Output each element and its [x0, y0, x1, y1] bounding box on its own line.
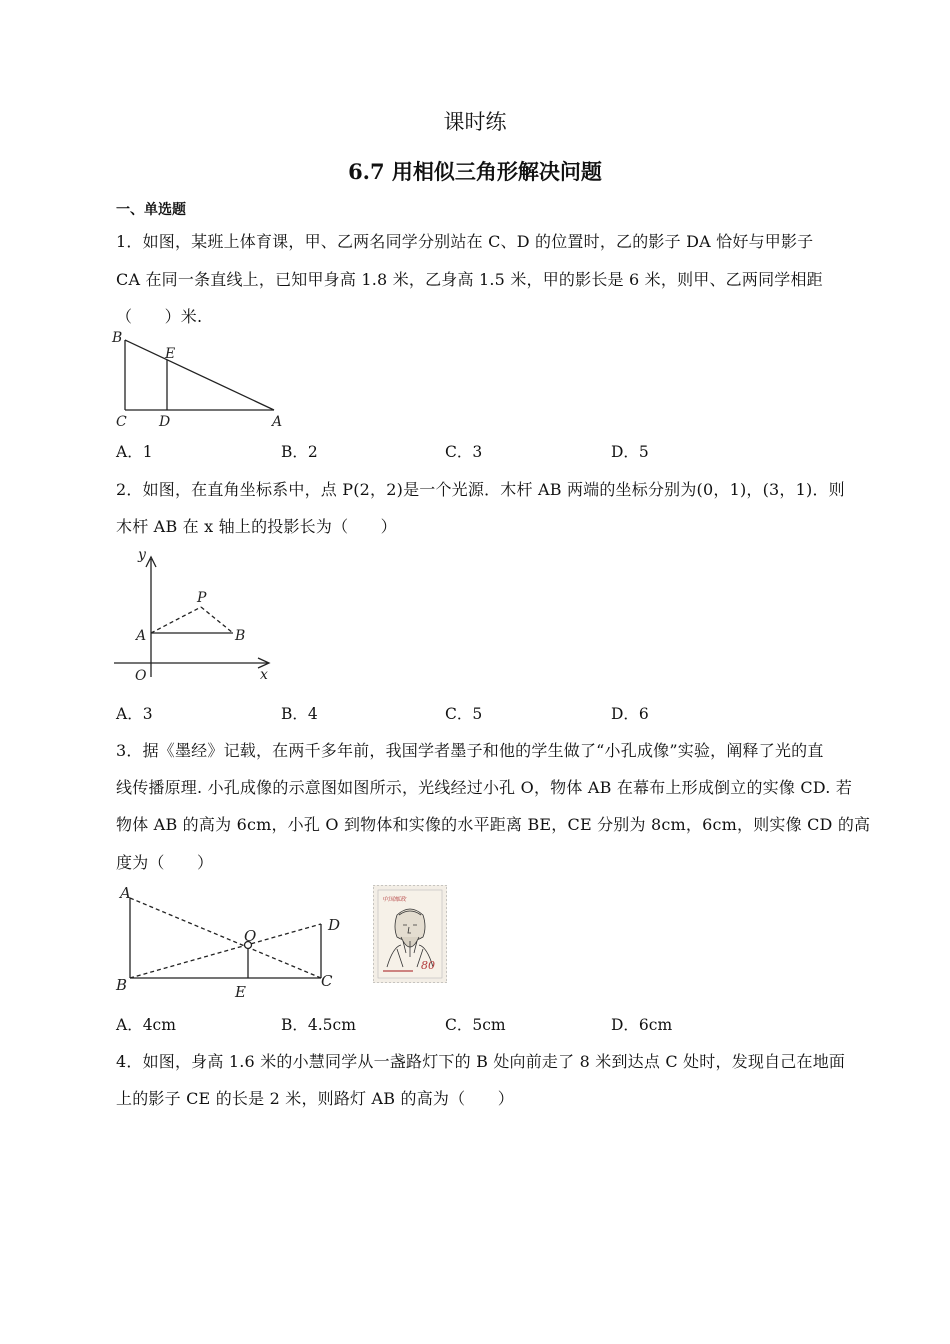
q1-option-c: C．3: [445, 443, 483, 461]
stamp-image: [373, 885, 447, 983]
q1-label-e: E: [165, 346, 176, 362]
q3-option-b: B．4.5cm: [281, 1016, 356, 1034]
q3-label-a: A: [120, 884, 131, 902]
q2-line-2: 木杆 AB 在 x 轴上的投影长为（ ）: [116, 517, 397, 536]
q2-label-x: x: [260, 667, 268, 683]
q1-figure: [108, 326, 298, 432]
q3-label-b: B: [116, 976, 128, 994]
q1-label-a: A: [272, 414, 283, 430]
q4-line-2: 上的影子 CE 的长是 2 米，则路灯 AB 的高为（ ）: [116, 1089, 514, 1108]
q2-label-o: O: [135, 668, 147, 684]
q2-option-a: A．3: [116, 705, 153, 723]
q1-line-2: CA 在同一条直线上，已知甲身高 1.8 米，乙身高 1.5 米，甲的影长是 6 米，则甲、乙两同学相距: [116, 270, 823, 289]
section-heading: 一、单选题: [116, 202, 186, 218]
q1-option-d: D．5: [611, 443, 649, 461]
q2-label-y: y: [138, 547, 146, 563]
q2-label-p: P: [197, 590, 207, 606]
q3-line-3: 物体 AB 的高为 6cm，小孔 O 到物体和实像的水平距离 BE，CE 分别为 8cm，6cm，则实像 CD 的高: [116, 815, 871, 834]
q1-label-c: C: [116, 414, 127, 430]
q2-figure: [108, 545, 283, 690]
q1-line-3: （ ）米.: [116, 307, 203, 326]
q1-option-a: A．1: [116, 443, 153, 461]
q3-line-2: 线传播原理. 小孔成像的示意图如图所示，光线经过小孔 O，物体 AB 在幕布上形成倒立的实像 CD. 若: [116, 778, 853, 797]
q3-option-c: C．5cm: [445, 1016, 506, 1034]
q3-figure: [108, 878, 348, 1003]
q3-label-d: D: [328, 916, 341, 934]
q2-line-1: 2．如图，在直角坐标系中，点 P(2，2)是一个光源．木杆 AB 两端的坐标分别为(0，1)，(3，1)．则: [116, 480, 845, 499]
q3-option-d: D．6cm: [611, 1016, 673, 1034]
q2-label-b: B: [235, 628, 246, 644]
q2-label-a: A: [136, 628, 147, 644]
q2-option-b: B．4: [281, 705, 318, 723]
q3-label-c: C: [321, 972, 333, 990]
stamp-country: 中国邮政: [382, 896, 407, 903]
q4-line-1: 4．如图，身高 1.6 米的小慧同学从一盏路灯下的 B 处向前走了 8 米到达点 C 处时，发现自己在地面: [116, 1052, 846, 1071]
q1-line-1: 1．如图，某班上体育课，甲、乙两名同学分别站在 C、D 的位置时，乙的影子 DA 恰好与甲影子: [116, 232, 814, 251]
q3-label-e: E: [235, 983, 246, 1001]
q1-label-d: D: [159, 414, 171, 430]
q3-label-o: O: [244, 927, 257, 945]
q1-label-b: B: [112, 330, 123, 346]
q3-line-4: 度为（ ）: [116, 853, 214, 872]
q2-option-c: C．5: [445, 705, 483, 723]
doc-title: 课时练: [443, 110, 507, 134]
q2-option-d: D．6: [611, 705, 649, 723]
q3-line-1: 3．据《墨经》记载，在两千多年前，我国学者墨子和他的学生做了“小孔成像”实验，阐释了光的直: [116, 741, 824, 760]
stamp-value: 80: [421, 959, 435, 972]
q1-option-b: B．2: [281, 443, 318, 461]
q3-option-a: A．4cm: [116, 1016, 176, 1034]
doc-subtitle: 6.7 用相似三角形解决问题: [348, 159, 602, 184]
